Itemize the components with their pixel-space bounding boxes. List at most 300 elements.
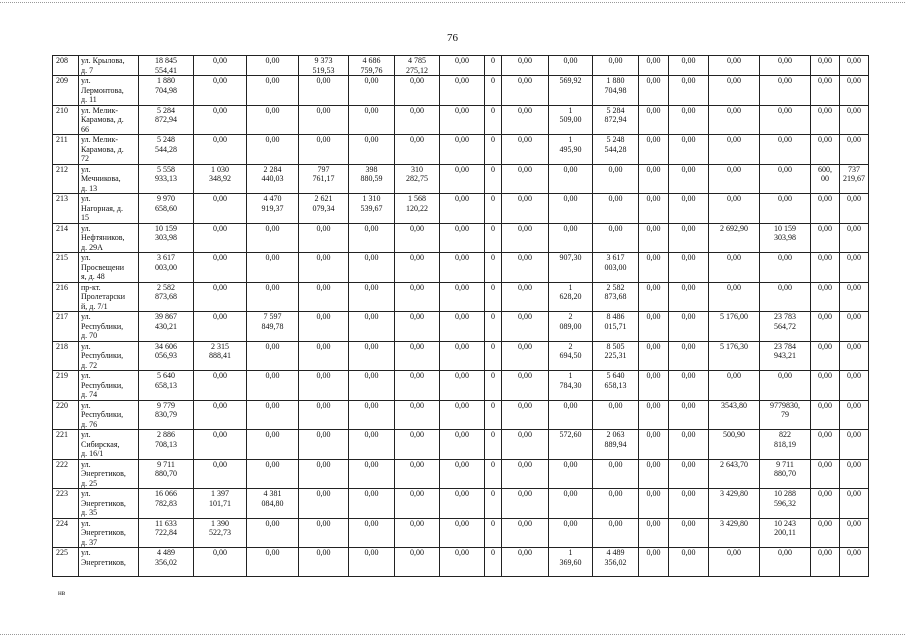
value-cell: 0,00 [299, 548, 349, 577]
value-cell: 0 [485, 312, 502, 342]
value-cell: 0,00 [639, 400, 669, 430]
value-cell: 0,00 [349, 341, 395, 371]
value-cell: 0,00 [395, 105, 440, 135]
value-cell: 0,00 [395, 548, 440, 577]
value-cell: 0,00 [349, 400, 395, 430]
value-cell: 2 089,00 [549, 312, 593, 342]
value-cell: 0,00 [840, 371, 869, 401]
value-cell: 0,00 [709, 105, 760, 135]
value-cell: 0,00 [811, 105, 840, 135]
value-cell: 0,00 [709, 253, 760, 283]
address-cell: ул. Сибирская, д. 16/1 [79, 430, 139, 460]
row-number-cell: 213 [53, 194, 79, 224]
value-cell: 1 568 120,22 [395, 194, 440, 224]
value-cell: 9 779 830,79 [139, 400, 194, 430]
value-cell: 2 886 708,13 [139, 430, 194, 460]
value-cell: 0 [485, 459, 502, 489]
value-cell: 5 248 544,28 [139, 135, 194, 165]
value-cell: 5 558 933,13 [139, 164, 194, 194]
value-cell: 0,00 [502, 371, 549, 401]
scan-edge-bottom [0, 634, 905, 636]
value-cell: 0,00 [811, 253, 840, 283]
value-cell: 1 390 522,73 [194, 518, 247, 548]
address-cell: ул. Лермонтова, д. 11 [79, 76, 139, 106]
address-cell: ул. Просвещени я, д. 48 [79, 253, 139, 283]
value-cell: 0,00 [247, 282, 299, 312]
table-row [53, 400, 869, 430]
value-cell: 0,00 [669, 164, 709, 194]
value-cell: 10 159 303,98 [760, 223, 811, 253]
value-cell: 9 373 519,53 [299, 56, 349, 76]
value-cell: 9 711 880,70 [139, 459, 194, 489]
value-cell: 0,00 [194, 253, 247, 283]
value-cell: 0,00 [194, 105, 247, 135]
value-cell: 5 176,00 [709, 312, 760, 342]
value-cell: 0,00 [440, 223, 485, 253]
value-cell: 0,00 [549, 194, 593, 224]
row-number-cell: 224 [53, 518, 79, 548]
scan-edge-top [0, 2, 905, 4]
value-cell: 0,00 [760, 105, 811, 135]
address-cell: ул. Энергетиков, д. 37 [79, 518, 139, 548]
value-cell: 0,00 [669, 459, 709, 489]
value-cell: 0,00 [349, 518, 395, 548]
value-cell: 0,00 [349, 312, 395, 342]
row-number-cell: 210 [53, 105, 79, 135]
row-number-cell: 217 [53, 312, 79, 342]
value-cell: 0,00 [593, 164, 639, 194]
value-cell: 0,00 [247, 223, 299, 253]
value-cell: 0,00 [760, 164, 811, 194]
value-cell: 0,00 [840, 56, 869, 76]
value-cell: 0,00 [502, 164, 549, 194]
value-cell: 0,00 [349, 430, 395, 460]
value-cell: 0,00 [299, 105, 349, 135]
value-cell: 0,00 [840, 341, 869, 371]
table-row [53, 312, 869, 342]
value-cell: 7 597 849,78 [247, 312, 299, 342]
value-cell: 0,00 [440, 459, 485, 489]
value-cell: 0,00 [395, 489, 440, 519]
value-cell: 822 818,19 [760, 430, 811, 460]
value-cell: 3 617 003,00 [593, 253, 639, 283]
value-cell: 0,00 [639, 371, 669, 401]
value-cell: 0,00 [669, 371, 709, 401]
value-cell: 0,00 [639, 312, 669, 342]
value-cell: 0,00 [760, 135, 811, 165]
address-cell: ул. Энергетиков, д. 35 [79, 489, 139, 519]
value-cell: 0,00 [194, 371, 247, 401]
value-cell: 0,00 [349, 223, 395, 253]
value-cell: 9 711 880,70 [760, 459, 811, 489]
value-cell: 0,00 [194, 459, 247, 489]
value-cell: 0 [485, 400, 502, 430]
table-row [53, 341, 869, 371]
address-cell: ул. Республики, д. 74 [79, 371, 139, 401]
value-cell: 0 [485, 489, 502, 519]
value-cell: 0,00 [811, 400, 840, 430]
value-cell: 0,00 [440, 76, 485, 106]
value-cell: 0 [485, 56, 502, 76]
table-row [53, 164, 869, 194]
value-cell: 0 [485, 194, 502, 224]
value-cell: 0,00 [669, 194, 709, 224]
value-cell: 0,00 [593, 223, 639, 253]
value-cell: 0,00 [395, 371, 440, 401]
value-cell: 0,00 [247, 253, 299, 283]
value-cell: 0,00 [247, 430, 299, 460]
value-cell: 9779830, 79 [760, 400, 811, 430]
value-cell: 0,00 [395, 76, 440, 106]
value-cell: 0,00 [639, 194, 669, 224]
footer-mark: нв [58, 589, 66, 597]
value-cell: 0,00 [440, 341, 485, 371]
value-cell: 0 [485, 253, 502, 283]
value-cell: 0,00 [593, 459, 639, 489]
value-cell: 0,00 [840, 489, 869, 519]
value-cell: 0,00 [349, 105, 395, 135]
value-cell: 0,00 [639, 341, 669, 371]
value-cell: 0,00 [194, 223, 247, 253]
address-cell: ул. Мелик- Карамова, д. 72 [79, 135, 139, 165]
value-cell: 0,00 [840, 400, 869, 430]
value-cell: 0,00 [549, 518, 593, 548]
value-cell: 34 606 056,93 [139, 341, 194, 371]
value-cell: 0,00 [669, 548, 709, 577]
value-cell: 0,00 [502, 253, 549, 283]
value-cell: 0,00 [395, 459, 440, 489]
value-cell: 572,60 [549, 430, 593, 460]
value-cell: 0 [485, 105, 502, 135]
value-cell: 10 288 596,32 [760, 489, 811, 519]
value-cell: 0,00 [639, 135, 669, 165]
value-cell: 0,00 [840, 223, 869, 253]
row-number-cell: 208 [53, 56, 79, 76]
value-cell: 0,00 [502, 282, 549, 312]
value-cell: 0,00 [840, 194, 869, 224]
value-cell: 0,00 [811, 430, 840, 460]
value-cell: 0,00 [709, 164, 760, 194]
row-number-cell: 225 [53, 548, 79, 577]
value-cell: 0,00 [593, 400, 639, 430]
value-cell: 0,00 [247, 56, 299, 76]
value-cell: 0,00 [395, 253, 440, 283]
value-cell: 0,00 [299, 430, 349, 460]
value-cell: 0,00 [811, 194, 840, 224]
value-cell: 5 176,30 [709, 341, 760, 371]
value-cell: 0,00 [760, 56, 811, 76]
value-cell: 0,00 [349, 489, 395, 519]
value-cell: 0,00 [669, 135, 709, 165]
value-cell: 0,00 [709, 282, 760, 312]
value-cell: 0,00 [247, 548, 299, 577]
value-cell: 0,00 [194, 312, 247, 342]
address-cell: пр-кт. Пролетарски й, д. 7/1 [79, 282, 139, 312]
value-cell: 8 486 015,71 [593, 312, 639, 342]
value-cell: 0,00 [840, 135, 869, 165]
value-cell: 0,00 [760, 282, 811, 312]
value-cell: 3 429,80 [709, 489, 760, 519]
value-cell: 0,00 [669, 76, 709, 106]
value-cell: 0,00 [247, 341, 299, 371]
value-cell: 0,00 [440, 489, 485, 519]
value-cell: 1 628,20 [549, 282, 593, 312]
table-row [53, 282, 869, 312]
value-cell: 0,00 [639, 253, 669, 283]
value-cell: 797 761,17 [299, 164, 349, 194]
value-cell: 0,00 [840, 430, 869, 460]
value-cell: 0,00 [502, 459, 549, 489]
value-cell: 0,00 [593, 194, 639, 224]
value-cell: 0,00 [299, 223, 349, 253]
value-cell: 0,00 [840, 312, 869, 342]
value-cell: 0,00 [840, 518, 869, 548]
value-cell: 0,00 [299, 400, 349, 430]
value-cell: 0,00 [639, 430, 669, 460]
value-cell: 0,00 [440, 194, 485, 224]
value-cell: 0 [485, 76, 502, 106]
value-cell: 0,00 [247, 76, 299, 106]
value-cell: 0,00 [194, 430, 247, 460]
value-cell: 2 063 889,94 [593, 430, 639, 460]
value-cell: 5 640 658,13 [593, 371, 639, 401]
value-cell: 0 [485, 164, 502, 194]
value-cell: 737 219,67 [840, 164, 869, 194]
value-cell: 0,00 [593, 489, 639, 519]
value-cell: 0,00 [760, 194, 811, 224]
value-cell: 0,00 [811, 56, 840, 76]
value-cell: 1 030 348,92 [194, 164, 247, 194]
value-cell: 0 [485, 135, 502, 165]
value-cell: 0,00 [811, 223, 840, 253]
value-cell: 0,00 [669, 56, 709, 76]
value-cell: 0 [485, 223, 502, 253]
row-number-cell: 216 [53, 282, 79, 312]
value-cell: 0,00 [502, 56, 549, 76]
table-row [53, 105, 869, 135]
value-cell: 23 784 943,21 [760, 341, 811, 371]
value-cell: 0 [485, 371, 502, 401]
value-cell: 0,00 [593, 518, 639, 548]
table-row [53, 223, 869, 253]
value-cell: 0,00 [194, 194, 247, 224]
value-cell: 0,00 [811, 548, 840, 577]
table-row [53, 430, 869, 460]
value-cell: 0,00 [299, 371, 349, 401]
table-row [53, 489, 869, 519]
value-cell: 398 880,59 [349, 164, 395, 194]
address-cell: ул. Республики, д. 72 [79, 341, 139, 371]
value-cell: 16 066 782,83 [139, 489, 194, 519]
value-cell: 0,00 [395, 312, 440, 342]
value-cell: 39 867 430,21 [139, 312, 194, 342]
value-cell: 0,00 [299, 282, 349, 312]
row-number-cell: 219 [53, 371, 79, 401]
value-cell: 0,00 [840, 253, 869, 283]
address-cell: ул. Энергетиков, [79, 548, 139, 577]
value-cell: 4 489 356,02 [139, 548, 194, 577]
value-cell: 0,00 [639, 76, 669, 106]
table-body [53, 56, 869, 577]
table-row [53, 76, 869, 106]
value-cell: 0,00 [639, 282, 669, 312]
value-cell: 0,00 [811, 459, 840, 489]
row-number-cell: 211 [53, 135, 79, 165]
value-cell: 0,00 [395, 223, 440, 253]
value-cell: 0,00 [194, 548, 247, 577]
value-cell: 0,00 [395, 430, 440, 460]
repair-cost-table [52, 55, 869, 577]
row-number-cell: 209 [53, 76, 79, 106]
value-cell: 2 694,50 [549, 341, 593, 371]
value-cell: 0,00 [549, 489, 593, 519]
value-cell: 10 159 303,98 [139, 223, 194, 253]
value-cell: 1 880 704,98 [593, 76, 639, 106]
value-cell: 0,00 [349, 135, 395, 165]
value-cell: 0,00 [440, 430, 485, 460]
value-cell: 0,00 [811, 135, 840, 165]
value-cell: 310 282,75 [395, 164, 440, 194]
value-cell: 0,00 [669, 400, 709, 430]
value-cell: 0,00 [440, 282, 485, 312]
address-cell: ул. Республики, д. 76 [79, 400, 139, 430]
value-cell: 1 784,30 [549, 371, 593, 401]
value-cell: 0,00 [639, 518, 669, 548]
value-cell: 0,00 [639, 223, 669, 253]
value-cell: 4 381 084,80 [247, 489, 299, 519]
value-cell: 0,00 [760, 371, 811, 401]
row-number-cell: 215 [53, 253, 79, 283]
value-cell: 0,00 [349, 282, 395, 312]
value-cell: 1 369,60 [549, 548, 593, 577]
value-cell: 0,00 [440, 135, 485, 165]
value-cell: 0,00 [593, 56, 639, 76]
address-cell: ул. Крылова, д. 7 [79, 56, 139, 76]
value-cell: 0,00 [840, 105, 869, 135]
value-cell: 0,00 [440, 312, 485, 342]
value-cell: 0 [485, 282, 502, 312]
value-cell: 0,00 [639, 459, 669, 489]
value-cell: 0,00 [299, 489, 349, 519]
value-cell: 0,00 [349, 76, 395, 106]
value-cell: 0,00 [440, 518, 485, 548]
row-number-cell: 221 [53, 430, 79, 460]
value-cell: 0,00 [440, 164, 485, 194]
value-cell: 2 692,90 [709, 223, 760, 253]
value-cell: 3 617 003,00 [139, 253, 194, 283]
table-row [53, 371, 869, 401]
value-cell: 0,00 [194, 282, 247, 312]
value-cell: 0,00 [502, 312, 549, 342]
row-number-cell: 218 [53, 341, 79, 371]
value-cell: 10 243 200,11 [760, 518, 811, 548]
value-cell: 0,00 [440, 371, 485, 401]
value-cell: 0,00 [194, 135, 247, 165]
value-cell: 0,00 [299, 518, 349, 548]
value-cell: 0,00 [639, 56, 669, 76]
value-cell: 0,00 [811, 282, 840, 312]
value-cell: 0,00 [247, 518, 299, 548]
value-cell: 1 495,90 [549, 135, 593, 165]
value-cell: 0,00 [669, 253, 709, 283]
value-cell: 2 582 873,68 [593, 282, 639, 312]
value-cell: 1 310 539,67 [349, 194, 395, 224]
value-cell: 0,00 [349, 253, 395, 283]
value-cell: 0,00 [669, 430, 709, 460]
value-cell: 0,00 [639, 105, 669, 135]
value-cell: 600, 00 [811, 164, 840, 194]
value-cell: 0,00 [760, 253, 811, 283]
value-cell: 0,00 [549, 223, 593, 253]
value-cell: 0,00 [502, 341, 549, 371]
value-cell: 0,00 [502, 223, 549, 253]
value-cell: 0,00 [811, 518, 840, 548]
value-cell: 0,00 [502, 518, 549, 548]
value-cell: 2 621 079,34 [299, 194, 349, 224]
value-cell: 0,00 [639, 489, 669, 519]
value-cell: 5 640 658,13 [139, 371, 194, 401]
value-cell: 0,00 [502, 548, 549, 577]
value-cell: 500,90 [709, 430, 760, 460]
value-cell: 1 397 101,71 [194, 489, 247, 519]
value-cell: 0,00 [840, 282, 869, 312]
value-cell: 8 505 225,31 [593, 341, 639, 371]
value-cell: 0,00 [669, 518, 709, 548]
value-cell: 0,00 [709, 371, 760, 401]
value-cell: 0,00 [811, 341, 840, 371]
value-cell: 11 633 722,84 [139, 518, 194, 548]
address-cell: ул. Энергетиков, д. 25 [79, 459, 139, 489]
value-cell: 3 429,80 [709, 518, 760, 548]
value-cell: 4 470 919,37 [247, 194, 299, 224]
value-cell: 0 [485, 548, 502, 577]
value-cell: 1 509,00 [549, 105, 593, 135]
value-cell: 0,00 [440, 548, 485, 577]
value-cell: 0,00 [502, 105, 549, 135]
value-cell: 0,00 [709, 135, 760, 165]
value-cell: 2 643,70 [709, 459, 760, 489]
page-number: 76 [447, 32, 458, 44]
value-cell: 0,00 [549, 459, 593, 489]
value-cell: 23 783 564,72 [760, 312, 811, 342]
value-cell: 0,00 [395, 282, 440, 312]
row-number-cell: 222 [53, 459, 79, 489]
value-cell: 0,00 [811, 76, 840, 106]
table-row [53, 135, 869, 165]
value-cell: 1 880 704,98 [139, 76, 194, 106]
value-cell: 0,00 [299, 253, 349, 283]
value-cell: 5 284 872,94 [139, 105, 194, 135]
value-cell: 0,00 [395, 135, 440, 165]
value-cell: 0,00 [709, 548, 760, 577]
value-cell: 0,00 [669, 489, 709, 519]
value-cell: 0,00 [247, 400, 299, 430]
value-cell: 4 489 356,02 [593, 548, 639, 577]
value-cell: 0,00 [299, 76, 349, 106]
value-cell: 2 582 873,68 [139, 282, 194, 312]
value-cell: 0,00 [760, 548, 811, 577]
value-cell: 0,00 [549, 56, 593, 76]
value-cell: 5 284 872,94 [593, 105, 639, 135]
value-cell: 0,00 [502, 489, 549, 519]
value-cell: 0,00 [349, 459, 395, 489]
value-cell: 0,00 [502, 135, 549, 165]
value-cell: 0 [485, 341, 502, 371]
row-number-cell: 214 [53, 223, 79, 253]
value-cell: 0,00 [669, 341, 709, 371]
value-cell: 0,00 [840, 548, 869, 577]
value-cell: 0,00 [440, 105, 485, 135]
